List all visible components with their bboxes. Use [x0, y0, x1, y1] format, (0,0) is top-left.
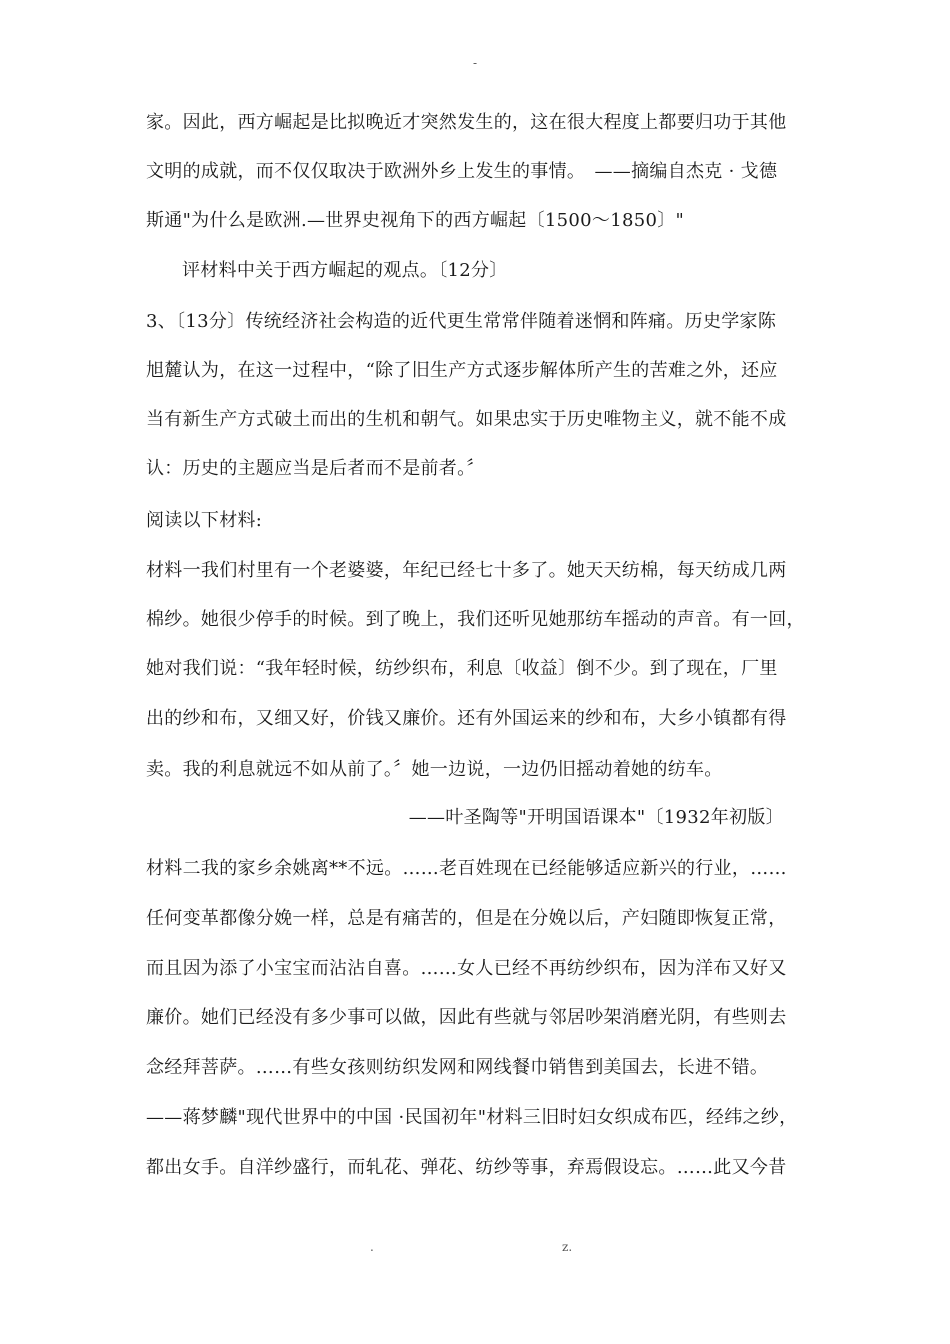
- text-line: 材料一我们村里有一个老婆婆，年纪已经七十多了。她天天纺棉，每天纺成几两: [146, 560, 787, 581]
- text-line: 卖。我的利息就远不如从前了。〞她一边说，一边仍旧摇动着她的纺车。: [146, 759, 723, 780]
- text-line: 出的纱和布，又细又好，价钱又廉价。还有外国运来的纱和布，大乡小镇都有得: [146, 708, 787, 729]
- text-line: 材料二我的家乡余姚离**不远。……老百姓现在已经能够适应新兴的行业，……: [146, 858, 787, 879]
- citation-line: ——叶圣陶等"开明国语课本"〔1932年初版〕: [408, 807, 784, 828]
- text-line: 家。因此，西方崛起是比拟晚近才突然发生的，这在很大程度上都要归功于其他: [146, 112, 787, 133]
- text-line: 她对我们说：“我年轻时候，纺纱织布，利息〔收益〕倒不少。到了现在，厂里: [146, 658, 778, 679]
- text-line: ——蒋梦麟"现代世界中的中国 ·民国初年"材料三旧时妇女织成布匹，经纬之纱，: [146, 1107, 798, 1128]
- text-line: 棉纱。她很少停手的时候。到了晚上，我们还听见她那纺车摇动的声音。有一回，: [146, 609, 805, 630]
- text-line: 文明的成就，而不仅仅取决于欧洲外乡上发生的事情。 ——摘编自杰克 · 戈德: [146, 161, 778, 182]
- text-line: 旭麓认为，在这一过程中，“除了旧生产方式逐步解体所产生的苦难之外，还应: [146, 360, 778, 381]
- text-line: 廉价。她们已经没有多少事可以做，因此有些就与邻居吵架消磨光阴，有些则去: [146, 1007, 787, 1028]
- text-line: 而且因为添了小宝宝而沾沾自喜。……女人已经不再纺纱织布，因为洋布又好又: [146, 958, 787, 979]
- text-line: 斯通"为什么是欧洲.—世界史视角下的西方崛起〔1500～1850〕": [146, 210, 685, 231]
- text-line: 任何变革都像分娩一样，总是有痛苦的，但是在分娩以后，产妇随即恢复正常，: [146, 908, 787, 929]
- text-line: 都出女手。自洋纱盛行，而轧花、弹花、纺纱等事，弃焉假设忘。……此又今昔: [146, 1157, 787, 1178]
- text-line: 评材料中关于西方崛起的观点。〔12分〕: [182, 260, 508, 281]
- text-line: 3、〔13分〕传统经济社会构造的近代更生常常伴随着迷惘和阵痛。历史学家陈: [146, 311, 777, 332]
- text-line: 念经拜菩萨。……有些女孩则纺织发网和网线餐巾销售到美国去，长进不错。: [146, 1057, 769, 1078]
- text-line: 当有新生产方式破土而出的生机和朝气。如果忠实于历史唯物主义，就不能不成: [146, 409, 787, 430]
- text-line: 阅读以下材料:: [146, 510, 263, 531]
- footer-left-mark: .: [370, 1240, 374, 1254]
- footer-right-mark: z.: [562, 1240, 573, 1254]
- text-line: 认：历史的主题应当是后者而不是前者。〞: [146, 458, 485, 479]
- header-mark: -: [472, 56, 478, 70]
